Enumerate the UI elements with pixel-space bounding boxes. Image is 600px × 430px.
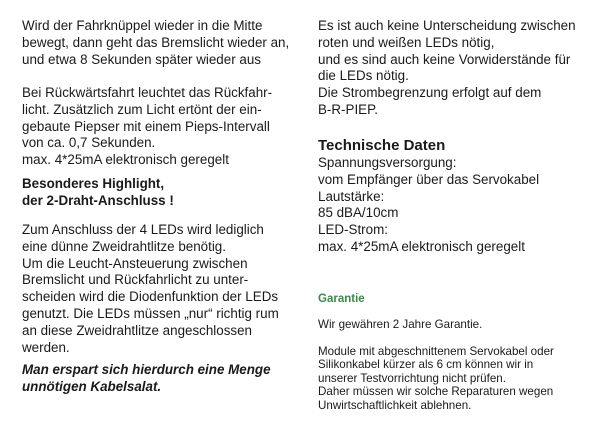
text-line: werden. <box>22 339 70 355</box>
text-line: roten und weißen LEDs nötig, <box>318 34 495 50</box>
text-line: Es ist auch keine Unterscheidung zwischen <box>318 18 576 33</box>
text-line: max. 4*25mA elektronisch geregelt <box>318 238 525 254</box>
text-line: max. 4*25mA elektronisch geregelt <box>22 152 229 168</box>
text-line: eine dünne Zweidrahtlitze benötig. <box>22 238 226 254</box>
garantie-heading: Garantie <box>318 293 365 305</box>
text-line: und es sind auch keine Vorwiderstände für <box>318 51 571 67</box>
text-line: Besonderes Highlight, <box>22 176 165 191</box>
text-line: Unwirtschaftlichkeit ablehnen. <box>318 398 472 412</box>
text-line: Bremslicht und Rückfahrlicht zu unter- <box>22 272 249 288</box>
text-line: unserer Testvorrichtung nicht prüfen. <box>318 371 506 385</box>
text-line: genutzt. Die LEDs müssen „nur“ richtig rum <box>22 305 279 321</box>
paragraph-reverse-light <box>22 85 272 169</box>
text-line: licht. Zusätzlich zum Licht ertönt der ein- <box>22 101 262 117</box>
text-line: Daher müssen wir solche Reparaturen wegen <box>318 385 554 399</box>
text-line: an diese Zweidrahtlitze angeschlossen <box>22 322 253 338</box>
text-line: Silikonkabel kürzer als 6 cm können wir in <box>318 358 534 372</box>
text-line: der 2-Draht-Anschluss ! <box>22 192 174 208</box>
text-line: und etwa 8 Sekunden später wieder aus <box>22 51 261 67</box>
text-line: unnötigen Kabelsalat. <box>22 378 162 394</box>
paragraph-two-wire <box>22 222 279 356</box>
text-line: Spannungsversorgung: <box>318 155 457 170</box>
closing-statement <box>22 362 271 396</box>
text-line: scheiden wird die Diodenfunktion der LEDs <box>22 289 279 305</box>
paragraph-brake-light <box>22 18 289 68</box>
text-line: Die Strombegrenzung erfolgt auf dem <box>318 85 542 101</box>
text-line: Wird der Fahrknüppel wieder in die Mitte <box>22 18 263 33</box>
text-line: LED-Strom: <box>318 222 388 238</box>
text-line: Man erspart sich hierdurch eine Menge <box>22 362 271 377</box>
text-line: bewegt, dann geht das Bremslicht wieder an, <box>22 34 290 50</box>
text-line: Lautstärke: <box>318 188 385 204</box>
text-line: vom Empfänger über das Servokabel <box>318 171 540 187</box>
text-line: Zum Anschluss der 4 LEDs wird lediglich <box>22 222 264 237</box>
text-line: von ca. 0,7 Sekunden. <box>22 135 156 151</box>
text-line: gebaute Piepser mit einem Pieps-Intervall <box>22 118 270 134</box>
text-line: die LEDs nötig. <box>318 68 409 84</box>
text-line: 85 dBA/10cm <box>318 205 399 221</box>
garantie-text: Wir gewähren 2 Jahre Garantie. <box>318 318 483 331</box>
highlight-heading <box>22 176 174 210</box>
paragraph-led-info <box>318 18 576 119</box>
text-line: Bei Rückwärtsfahrt leuchtet das Rückfahr- <box>22 85 273 100</box>
text-line: B-R-PIEP. <box>318 101 379 117</box>
text-line: Um die Leucht-Ansteuerung zwischen <box>22 255 248 271</box>
text-line: Module mit abgeschnittenem Servokabel oder <box>318 345 554 358</box>
garantie-conditions <box>318 345 554 412</box>
technical-data-list <box>318 155 539 256</box>
technical-data-heading: Technische Daten <box>318 137 446 154</box>
